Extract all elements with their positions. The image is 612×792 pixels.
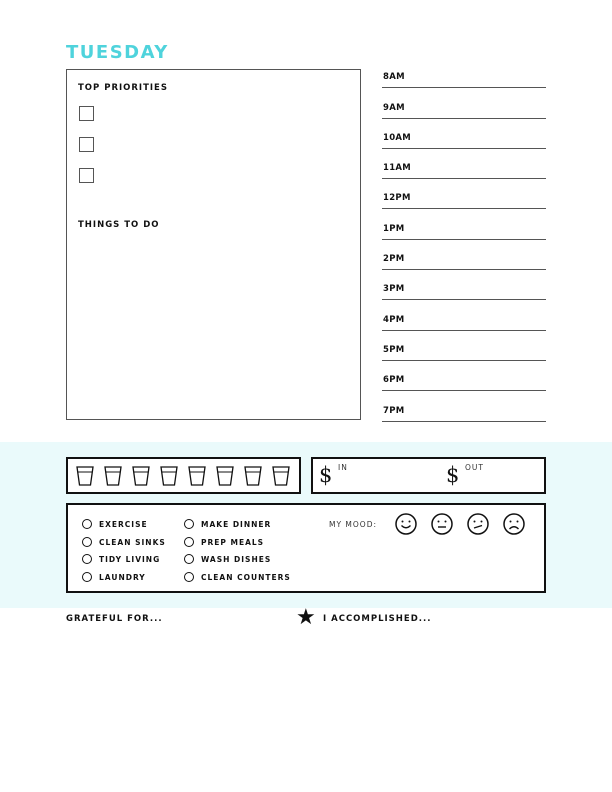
habit-tidy-living[interactable] — [82, 553, 160, 565]
habit-prep-meals[interactable] — [184, 536, 264, 548]
habit-label: WASH DISHES — [201, 554, 272, 564]
schedule-slot[interactable] — [382, 361, 546, 391]
priority-checkbox-1[interactable] — [79, 106, 94, 121]
habit-checkbox[interactable] — [82, 572, 92, 582]
time-label: 4PM — [383, 314, 405, 325]
grateful-for-label: GRATEFUL FOR... — [66, 614, 163, 624]
water-glass-icon[interactable] — [216, 466, 234, 486]
habit-label: EXERCISE — [99, 519, 148, 529]
habit-checkbox[interactable] — [82, 554, 92, 564]
water-glass-icon[interactable] — [244, 466, 262, 486]
habit-label: LAUNDRY — [99, 572, 146, 582]
time-label: 5PM — [383, 344, 405, 355]
schedule-slot[interactable] — [382, 119, 546, 149]
neutral-face-icon[interactable] — [431, 513, 453, 535]
habit-laundry[interactable] — [82, 571, 146, 583]
schedule-slot[interactable] — [382, 209, 546, 239]
schedule-slot[interactable] — [382, 270, 546, 300]
habit-checkbox[interactable] — [184, 519, 194, 529]
habits-panel — [66, 503, 546, 593]
i-accomplished-label: I ACCOMPLISHED... — [323, 614, 432, 624]
habit-checkbox[interactable] — [184, 554, 194, 564]
sad-face-icon[interactable] — [503, 513, 525, 535]
time-label: 8AM — [383, 72, 405, 83]
schedule-slot[interactable] — [382, 58, 546, 88]
habit-wash-dishes[interactable] — [184, 553, 271, 565]
time-label: 12PM — [383, 193, 411, 204]
water-glass-icon[interactable] — [104, 466, 122, 486]
money-out-field[interactable] — [488, 463, 542, 488]
time-label: 2PM — [383, 254, 405, 265]
habit-clean-counters[interactable] — [184, 571, 291, 583]
priority-checkbox-3[interactable] — [79, 168, 94, 183]
schedule-slot[interactable] — [382, 179, 546, 209]
water-glass-icon[interactable] — [188, 466, 206, 486]
things-to-do-area[interactable] — [77, 236, 350, 409]
habit-clean-sinks[interactable] — [82, 536, 166, 548]
things-to-do-heading: THINGS TO DO — [78, 220, 160, 230]
habit-checkbox[interactable] — [82, 537, 92, 547]
habit-exercise[interactable] — [82, 518, 148, 530]
time-label: 1PM — [383, 223, 405, 234]
habit-label: PREP MEALS — [201, 537, 265, 547]
water-glass-icon[interactable] — [76, 466, 94, 486]
schedule-slot[interactable] — [382, 88, 546, 118]
mood-label: MY MOOD: — [329, 520, 378, 529]
dollar-out-icon: $ — [446, 463, 460, 487]
schedule-slot[interactable] — [382, 240, 546, 270]
schedule-slot[interactable] — [382, 300, 546, 330]
habit-checkbox[interactable] — [184, 537, 194, 547]
schedule-slot[interactable] — [382, 331, 546, 361]
day-title: TUESDAY — [66, 42, 169, 63]
habit-label: MAKE DINNER — [201, 519, 272, 529]
time-label: 9AM — [383, 102, 405, 113]
unsure-face-icon[interactable] — [467, 513, 489, 535]
time-label: 3PM — [383, 284, 405, 295]
time-label: 7PM — [383, 405, 405, 416]
water-glass-icon[interactable] — [132, 466, 150, 486]
top-priorities-heading: TOP PRIORITIES — [78, 83, 168, 93]
money-in-label: IN — [338, 463, 348, 472]
star-icon: ★ — [296, 605, 316, 630]
habit-label: CLEAN SINKS — [99, 537, 166, 547]
water-cups — [76, 466, 290, 486]
water-glass-icon[interactable] — [272, 466, 290, 486]
habit-checkbox[interactable] — [82, 519, 92, 529]
habit-label: CLEAN COUNTERS — [201, 572, 291, 582]
happy-face-icon[interactable] — [395, 513, 417, 535]
schedule-slot[interactable] — [382, 391, 546, 421]
water-tracker — [66, 457, 301, 494]
time-label: 6PM — [383, 375, 405, 386]
hourly-schedule — [382, 58, 546, 422]
time-label: 11AM — [383, 163, 412, 174]
habit-label: TIDY LIVING — [99, 554, 161, 564]
money-out-label: OUT — [465, 463, 484, 472]
money-tracker — [311, 457, 546, 494]
money-in-field[interactable] — [353, 463, 433, 488]
habit-checkbox[interactable] — [184, 572, 194, 582]
time-label: 10AM — [383, 132, 412, 143]
habit-make-dinner[interactable] — [184, 518, 271, 530]
water-glass-icon[interactable] — [160, 466, 178, 486]
tasks-panel — [66, 69, 361, 420]
schedule-slot[interactable] — [382, 149, 546, 179]
priority-checkbox-2[interactable] — [79, 137, 94, 152]
dollar-in-icon: $ — [319, 463, 333, 487]
